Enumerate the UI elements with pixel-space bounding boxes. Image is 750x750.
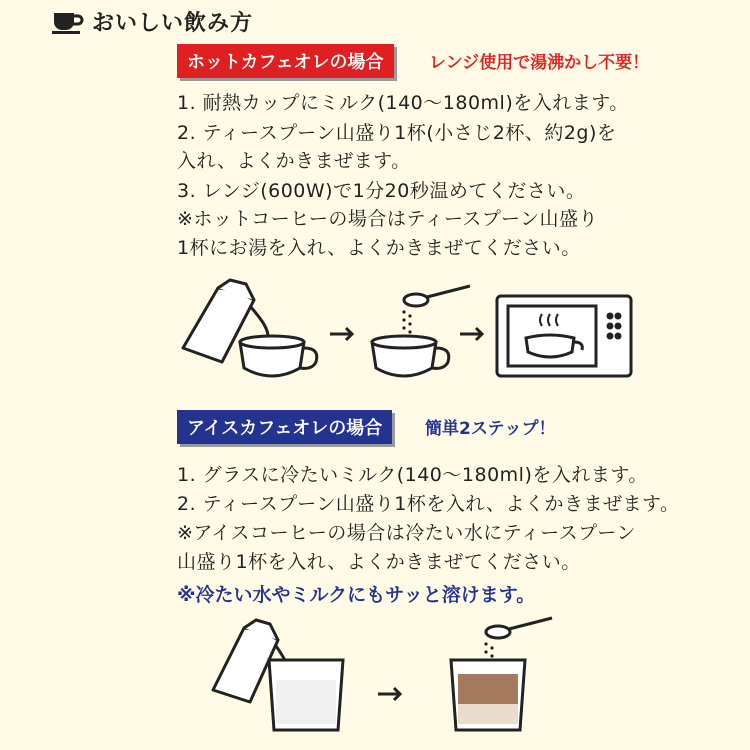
- ice-emphasis: ※冷たい水やミルクにもサッと溶けます。: [177, 584, 536, 606]
- spoon-icon: [404, 286, 470, 306]
- spoon-icon: [486, 618, 552, 638]
- ice-note-coffee: ※アイスコーヒーの場合は冷たい水にティースプーン: [177, 522, 636, 544]
- hot-note-coffee-cont: 1杯にお湯を入れ、よくかきまぜてください。: [177, 237, 581, 259]
- hot-note: レンジ使用で湯沸かし不要！: [429, 53, 650, 73]
- page-title-text: おいしい飲み方: [92, 11, 254, 36]
- hot-step-2: 2. ティースプーン山盛り1杯(小さじ2杯、約2g)を: [177, 122, 617, 144]
- arrow-icon: [378, 688, 400, 700]
- microwave-icon: [497, 296, 631, 376]
- powder-dots: [402, 310, 411, 333]
- glass-icon: [451, 660, 525, 730]
- ice-cafe-au-lait-badge: アイスカフェオレの場合: [177, 410, 392, 444]
- hot-cafe-au-lait-badge: ホットカフェオレの場合: [177, 44, 394, 78]
- hot-note-coffee: ※ホットコーヒーの場合はティースプーン山盛り: [177, 208, 598, 230]
- ice-step-2: 2. ティースプーン山盛り1杯を入れ、よくかきまぜます。: [177, 493, 680, 515]
- hot-step-1: 1. 耐熱カップにミルク(140〜180ml)を入れます。: [177, 92, 629, 114]
- arrow-icon: [460, 328, 482, 340]
- ice-note: 簡単2ステップ！: [425, 419, 556, 439]
- ice-step-1: 1. グラスに冷たいミルク(140〜180ml)を入れます。: [177, 464, 648, 486]
- hot-step-2-cont: 入れ、よくかきまぜます。: [177, 150, 411, 172]
- cup-icon: [240, 336, 317, 376]
- arrow-icon: [330, 328, 352, 340]
- glass-icon: [269, 660, 343, 730]
- ice-note-coffee-cont: 山盛り1杯を入れ、よくかきまぜてください。: [177, 551, 581, 573]
- hot-step-3: 3. レンジ(600W)で1分20秒温めてください。: [177, 180, 586, 202]
- cup-icon: [372, 336, 449, 376]
